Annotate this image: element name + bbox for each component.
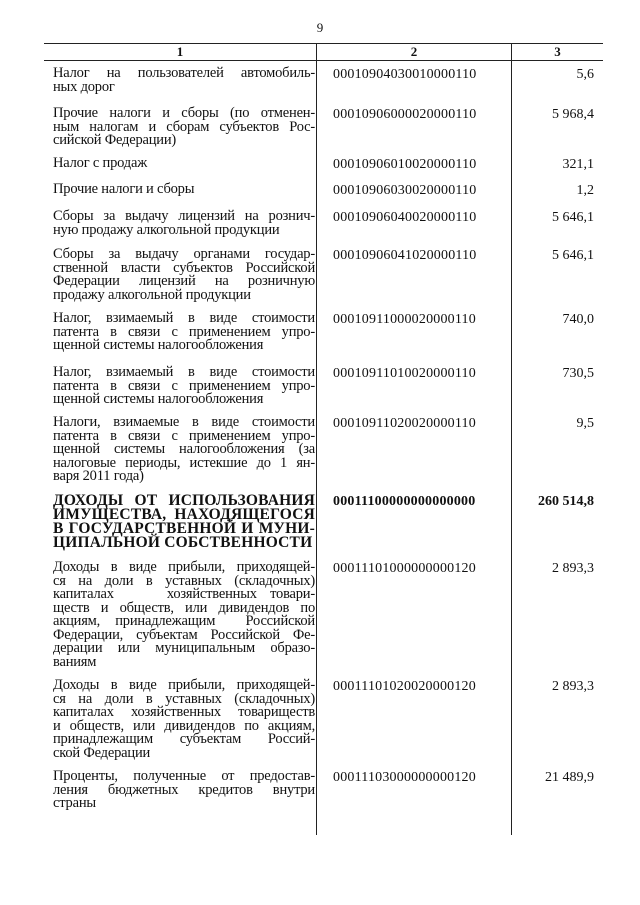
row-5-code: 00010906040020000110	[333, 210, 477, 225]
page-number: 9	[316, 20, 324, 35]
row-6-code: 00010906041020000110	[333, 248, 477, 263]
row-3-code: 00010906010020000110	[333, 157, 477, 172]
row-2-name: Прочие налоги и сборы (по отменен- ным налогам и сборам субъектов Рос- сийской Федерации)	[53, 105, 315, 148]
row-4-code: 00010906030020000110	[333, 183, 477, 198]
row-1-code: 00010904030010000110	[333, 67, 477, 82]
row-3-name: Налог с продаж	[53, 155, 148, 171]
row-9-name: Налоги, взимаемые в виде стоимости патента в связи с применением упро- щенной системы налогообложения (за налоговые периоды, истекшие до 1 ян- варя 2011 года)	[53, 414, 315, 484]
row-10-amount: 260 514,8	[538, 494, 594, 509]
row-13-code: 00011103000000000120	[333, 770, 476, 785]
row-3-amount: 321,1	[562, 157, 594, 172]
row-10-code: 00011100000000000000	[333, 494, 476, 509]
header-col-2: 2	[410, 44, 418, 59]
header-col-1: 1	[176, 44, 184, 59]
row-13-name: Проценты, полученные от предостав- ления бюджетных кредитов внутри страны	[53, 768, 315, 811]
row-12-name: Доходы в виде прибыли, приходящей- ся на доли в уставных (складочных) капиталах хозяйственных товариществ и обществ, или дивидендов по акциям, принадлежащим субъектам Россий- ской Федерации	[53, 677, 315, 761]
row-1-name: Налог на пользователей автомобиль- ных дорог	[53, 65, 315, 95]
row-11-name: Доходы в виде прибыли, приходящей- ся на доли в уставных (складочных) капиталах хозяйственных товари- ществ и обществ, или дивидендов по акциям, принадлежащим Российской Федерации, субъектам Российской Фе- дерации или муниципальным образо- ваниям	[53, 559, 315, 670]
row-4-name: Прочие налоги и сборы	[53, 181, 195, 197]
row-5-name: Сборы за выдачу лицензий на рознич- ную продажу алкогольной продукции	[53, 208, 315, 238]
row-7-name: Налог, взимаемый в виде стоимости патента в связи с применением упро- щенной системы налогообложения	[53, 310, 315, 353]
row-4-amount: 1,2	[576, 183, 594, 198]
header-col-3: 3	[554, 44, 561, 59]
row-8-code: 00010911010020000110	[333, 366, 476, 381]
row-2-amount: 5 968,4	[552, 107, 594, 122]
row-1-amount: 5,6	[576, 67, 594, 82]
column-divider-1	[316, 43, 317, 835]
row-8-amount: 730,5	[562, 366, 594, 381]
row-5-amount: 5 646,1	[552, 210, 594, 225]
row-6-amount: 5 646,1	[552, 248, 594, 263]
row-10-name: ДОХОДЫ ОТ ИСПОЛЬЗОВАНИЯ ИМУЩЕСТВА, НАХОДЯЩЕГОСЯ В ГОСУДАРСТВЕННОЙ И МУНИ- ЦИПАЛЬНОЙ СОБСТВЕННОСТИ	[53, 492, 315, 551]
row-8-name: Налог, взимаемый в виде стоимости патента в связи с применением упро- щенной системы налогообложения	[53, 364, 315, 407]
row-7-code: 00010911000020000110	[333, 312, 476, 327]
row-9-amount: 9,5	[576, 416, 594, 431]
row-11-code: 00011101000000000120	[333, 561, 476, 576]
row-9-code: 00010911020020000110	[333, 416, 476, 431]
row-2-code: 00010906000020000110	[333, 107, 477, 122]
row-12-amount: 2 893,3	[552, 679, 594, 694]
column-divider-2	[511, 43, 512, 835]
row-7-amount: 740,0	[562, 312, 594, 327]
row-12-code: 00011101020020000120	[333, 679, 476, 694]
row-6-name: Сборы за выдачу органами государ- ственной власти субъектов Российской Федерации лицензий на розничную продажу алкогольной продукции	[53, 246, 315, 303]
table-header-border	[44, 60, 603, 61]
row-13-amount: 21 489,9	[545, 770, 594, 785]
row-11-amount: 2 893,3	[552, 561, 594, 576]
